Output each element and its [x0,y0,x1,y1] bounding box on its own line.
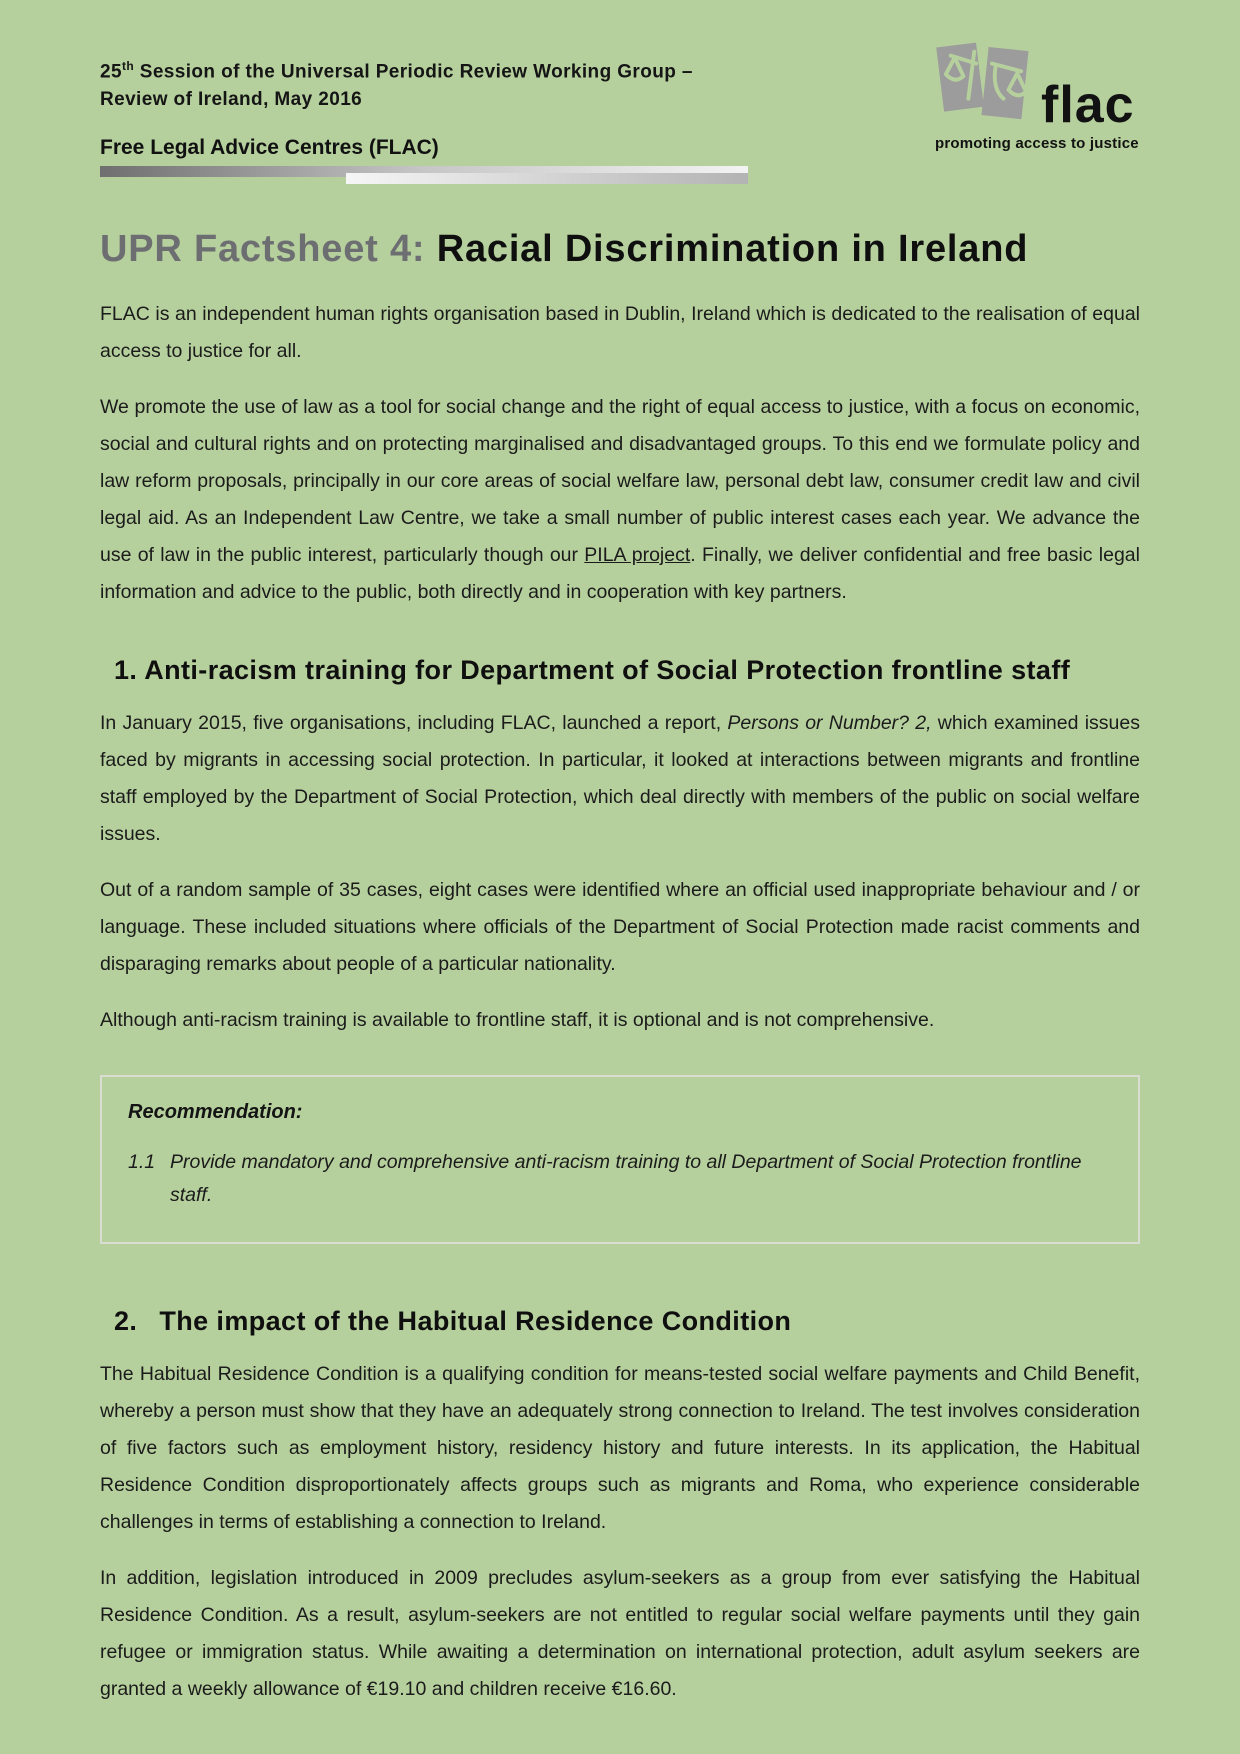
section-2-heading-text: The impact of the Habitual Residence Condition [159,1306,792,1337]
recommendation-label: Recommendation: [128,1101,303,1124]
session-ordinal-suffix: th [121,59,135,73]
section-1-paragraph-1-text: In January 2015, five organisations, including FLAC, launched a report, [100,712,728,735]
section-1-paragraph-2: Out of a random sample of 35 cases, eight cases were identified where an official used inappropriate behaviour and / or language. These included situations where officials of the Department of Social Protection made racist comments and disparaging remarks about people of a particular nationality. [100,879,1140,976]
recommendation-item-text: Provide mandatory and comprehensive anti-racism training to all Department of Social Protection frontline staff. [170,1151,1082,1207]
flac-logo [935,40,1140,152]
organisation-name: Free Legal Advice Centres (FLAC) [100,136,439,160]
page-title-main: Racial Discrimination in Ireland [436,228,1029,271]
flac-wordmark: flac [1041,76,1135,135]
intro-paragraph-2-text: We promote the use of law as a tool for social change and the right of equal access to justice, with a focus on economic, social and cultural rights and on protecting marginalised and disadvantaged groups. To this end we formulate policy and law reform proposals, principally in our core areas of social welfare law, personal debt law, consumer credit law and civil legal aid. As an Independent Law Centre, we take a small number of public interest cases each year. We advance the use of law in the public interest, particularly though our [100,396,1140,567]
section-2-heading [100,1306,1140,1337]
scales-of-justice-icon [935,40,1033,133]
recommendation-item-number: 1.1 [128,1151,156,1174]
intro-paragraph-2 [100,389,1140,611]
header-rule [100,166,748,188]
document-body [100,296,1140,1708]
intro-paragraph-1: FLAC is an independent human rights organisation based in Dublin, Ireland which is dedicated to the realisation of equal access to justice for all. [100,303,1140,363]
flac-tagline: promoting access to justice [935,135,1139,152]
section-1-paragraph-1 [100,705,1140,853]
intro-paragraph-2-text-end: . Finally, we deliver confidential and free basic legal information and advice to the public, both directly and in cooperation with key partners. [100,544,1140,604]
session-line2: Review of Ireland, May 2016 [100,89,363,111]
session-number: 25 [100,61,122,83]
section-2-paragraph-1: The Habitual Residence Condition is a qualifying condition for means-tested social welfare payments and Child Benefit, whereby a person must show that they have an adequately strong connection to Ireland. The test involves consideration of five factors such as employment history, residency history and future interests. In its application, the Habitual Residence Condition disproportionately affects groups such as migrants and Roma, who experience considerable challenges in terms of establishing a connection to Ireland. [100,1363,1140,1534]
session-line1: Session of the Universal Periodic Review Working Group – [134,61,693,83]
recommendation-box [100,1075,1140,1244]
session-title [100,52,693,114]
recommendation-item [128,1146,1112,1212]
page-title-prefix: UPR Factsheet 4: [100,228,437,271]
section-1-paragraph-1-text-end: which examined issues faced by migrants in accessing social protection. In particular, it looked at interactions between migrants and frontline staff employed by the Department of Social Protection, which deal directly with members of the public on social welfare issues. [100,712,1140,846]
page-title [100,228,1140,272]
document-header [100,52,1140,160]
section-2-paragraph-2: In addition, legislation introduced in 2009 precludes asylum-seekers as a group from ever satisfying the Habitual Residence Condition. As a result, asylum-seekers are not entitled to regular social welfare payments until they gain refugee or immigration status. While awaiting a determination on international protection, adult asylum seekers are granted a weekly allowance of €19.10 and children receive €16.60. [100,1567,1140,1701]
section-2-heading-number: 2. [114,1306,138,1337]
report-title-italic: Persons or Number? 2, [727,712,932,735]
header-left [100,52,693,160]
pila-project-link[interactable]: PILA project [584,544,691,567]
section-1-paragraph-3: Although anti-racism training is available to frontline staff, it is optional and is not comprehensive. [100,1009,935,1032]
section-1-heading: 1. Anti-racism training for Department of Social Protection frontline staff [114,655,1071,686]
flac-logo-top [935,40,1135,133]
header-rule-bar-2 [346,173,748,184]
